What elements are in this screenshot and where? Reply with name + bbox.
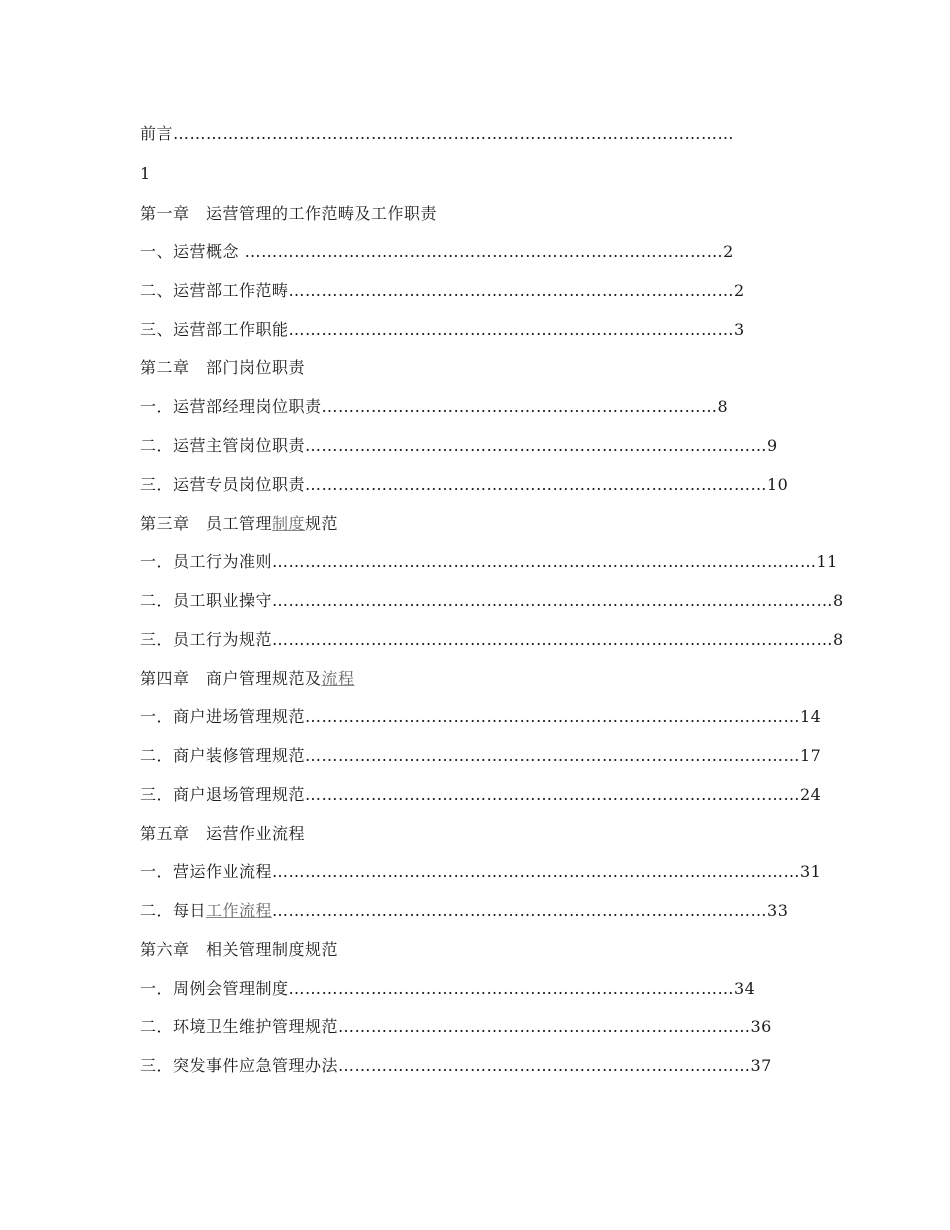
toc-entry: 一．周例会管理制度………………………………………………………………………34: [140, 979, 756, 998]
chapter-4-prefix: 第四章 商户管理规范及: [140, 669, 322, 688]
entry-prefix: 二．每日: [140, 901, 207, 920]
toc-entry: 二．商户装修管理规范………………………………………………………………………………17: [140, 746, 822, 765]
toc-chapter-2: 第二章 部门岗位职责: [140, 358, 306, 377]
toc-entry: 一、运营概念 ……………………………………………………………………………2: [140, 242, 734, 261]
toc-entry: 三．运营专员岗位职责…………………………………………………………………………10: [140, 475, 789, 494]
toc-entry: 二．员工职业操守…………………………………………………………………………………………8: [140, 591, 844, 610]
toc-preface: 前言…………………………………………………………………………………………: [140, 124, 735, 143]
entry-suffix: ………………………………………………………………………………33: [272, 901, 789, 920]
link-zhidu[interactable]: 制度: [272, 514, 306, 533]
toc-entry: 三．突发事件应急管理办法…………………………………………………………………37: [140, 1056, 772, 1075]
toc-chapter-3: [140, 514, 338, 534]
toc-chapter-4: [140, 669, 355, 689]
toc-entry: 三．员工行为规范…………………………………………………………………………………………8: [140, 630, 844, 649]
toc-chapter-1: 第一章 运营管理的工作范畴及工作职责: [140, 204, 438, 223]
link-gongzuo-liucheng[interactable]: 工作流程: [206, 901, 273, 920]
toc-entry: [140, 901, 788, 921]
chapter-3-prefix: 第三章 员工管理: [140, 514, 273, 533]
link-liucheng[interactable]: 流程: [321, 669, 355, 688]
chapter-3-suffix: 规范: [305, 514, 339, 533]
toc-preface-page: 1: [140, 164, 151, 183]
toc-chapter-5: 第五章 运营作业流程: [140, 824, 306, 843]
toc-entry: 三．商户退场管理规范………………………………………………………………………………24: [140, 785, 822, 804]
toc-entry: 一．营运作业流程……………………………………………………………………………………31: [140, 862, 822, 881]
toc-entry: 三、运营部工作职能………………………………………………………………………3: [140, 320, 745, 339]
toc-entry: 二、运营部工作范畴………………………………………………………………………2: [140, 281, 745, 300]
toc-entry: 二．运营主管岗位职责…………………………………………………………………………9: [140, 436, 778, 455]
toc-entry: 一．运营部经理岗位职责………………………………………………………………8: [140, 397, 729, 416]
toc-chapter-6: 第六章 相关管理制度规范: [140, 940, 339, 959]
toc-entry: 一．员工行为准则………………………………………………………………………………………11: [140, 552, 838, 571]
toc-entry: 一．商户进场管理规范………………………………………………………………………………14: [140, 707, 822, 726]
toc-entry: 二．环境卫生维护管理规范…………………………………………………………………36: [140, 1017, 772, 1036]
